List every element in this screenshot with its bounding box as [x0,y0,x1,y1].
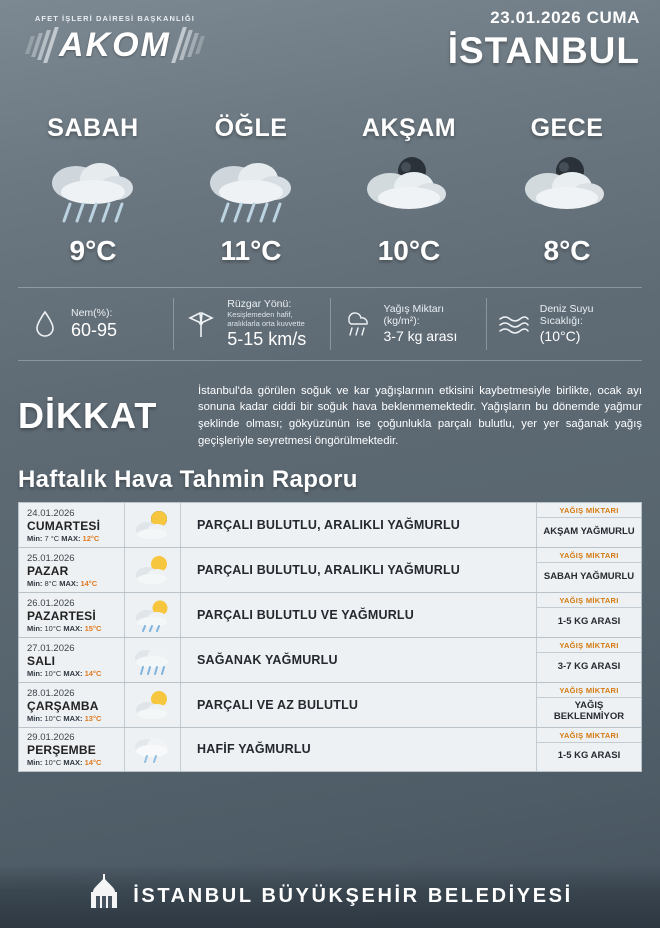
metric-humidity [18,298,174,350]
row-rain-cell [537,683,641,727]
min-label: Min: [27,623,43,633]
max-label: MAX: [63,623,83,633]
max-label: MAX: [61,533,81,543]
night-cloud-icon [488,147,646,231]
daypart-temp: 11°C [220,235,282,266]
rain-value: SABAH YAĞMURLU [543,570,635,582]
row-date: 29.01.2026 [27,732,75,744]
row-minmax [27,758,118,767]
metric-label: Nem(%): [71,307,113,319]
night-cloud-icon [330,147,488,231]
min-value: 7 °C [44,533,60,543]
rain-value: 3-7 KG ARASI [557,660,621,672]
metric-sub: Kesişlemeden hafif, aralıklarla orta kuvvette [227,310,305,329]
table-row [18,727,642,772]
metric-value: 3-7 kg arası [383,328,458,345]
weekly-forecast-table [18,502,642,772]
akom-logo-subtitle: AFET İŞLERİ DAİRESİ BAŞKANLIĞI [34,14,195,23]
logo-stripes-left-icon [28,27,53,63]
max-value: 15°C [84,623,102,633]
rain-value: 1-5 KG ARASI [557,615,621,627]
warning-section [18,377,642,450]
metric-sea-temp [487,298,642,350]
min-value: 8°C [44,578,58,588]
daypart-aksam [330,114,488,267]
row-day: CUMARTESİ [27,518,101,533]
row-date-cell [19,683,125,727]
metric-value: 5-15 km/s [227,329,307,350]
row-rain-cell [537,503,641,547]
rain-header: YAĞIŞ MİKTARI [537,638,641,653]
row-day: ÇARŞAMBA [27,698,99,713]
row-day: SALI [27,653,56,668]
metric-precipitation [331,298,487,350]
row-minmax [27,669,118,678]
sea-wave-icon [497,312,531,336]
rain-header: YAĞIŞ MİKTARI [537,548,641,563]
rain-cloud-icon [14,147,172,231]
max-value: 14°C [84,668,102,678]
footer [0,864,660,928]
metric-label: Rüzgar Yönü: [227,298,292,310]
max-value: 14°C [84,758,102,768]
dayparts-row [0,114,660,267]
daypart-temp: 8°C [543,235,591,266]
min-value: 10°C [44,668,62,678]
akom-logo-text [34,14,195,64]
footer-text: İSTANBUL BÜYÜKŞEHİR BELEDİYESİ [133,884,573,907]
metric-value: 60-95 [71,320,118,341]
max-label: MAX: [63,668,83,678]
rain-cloud-icon [172,147,330,231]
weekly-forecast-title: Haftalık Hava Tahmin Raporu [18,465,358,493]
rain-value: YAĞIŞ BEKLENMİYOR [553,700,625,723]
sun-cloud-icon [125,683,181,727]
rain-value: 1-5 KG ARASI [557,750,621,762]
metric-label: Deniz Suyu Sıcaklığı: [539,303,594,328]
row-minmax [27,714,118,723]
ibb-logo-icon [87,874,121,919]
precipitation-icon [341,309,375,339]
daypart-title: GECE [530,114,604,142]
header [0,0,660,100]
daypart-title: ÖĞLE [214,114,288,142]
min-value: 10°C [44,758,62,768]
table-row [18,502,642,547]
table-row [18,637,642,682]
warning-title: DİKKAT [18,394,158,436]
daypart-sabah [14,114,172,267]
wind-icon [184,309,218,339]
row-minmax [27,534,118,543]
min-label: Min: [27,668,43,678]
daypart-gece [488,114,646,267]
rain-value: AKŞAM YAĞMURLU [543,525,635,537]
row-day: PERŞEMBE [27,743,96,758]
row-date: 28.01.2026 [27,687,75,699]
row-date: 24.01.2026 [27,507,75,519]
row-day: PAZARTESİ [27,608,96,623]
min-label: Min: [27,578,43,588]
row-date-cell [19,638,125,682]
metrics-bar [18,287,642,361]
row-description: PARÇALI VE AZ BULUTLU [181,683,537,727]
daypart-title: SABAH [47,114,139,142]
min-label: Min: [27,533,43,543]
max-label: MAX: [63,758,83,768]
row-description: PARÇALI BULUTLU, ARALIKLI YAĞMURLU [181,548,537,592]
row-date: 27.01.2026 [27,642,75,654]
row-rain-cell [537,638,641,682]
warning-text: İstanbul'da görülen soğuk ve kar yağışlarının etkisini kaybetmesiyle birlikte, ocak ayı sonuna kadar ciddi bir soğuk hava beklenmemektedir. Yağışların bu dönemde yağmur şeklinde olması; gökyüzünün ise çoğunlukla parçalı bulutlu, yer yer sağanak yağış geçişleriyle seyretmesi öngörülmektedir. [198,384,642,447]
row-rain-cell [537,728,641,771]
metric-label: Yağış Miktarı (kg/m²): [383,303,444,328]
row-description: PARÇALI BULUTLU VE YAĞMURLU [181,593,537,637]
rain-header: YAĞIŞ MİKTARI [537,728,641,743]
light-rain-icon [125,728,181,771]
logo-stripes-right-icon [177,27,202,63]
row-date: 25.01.2026 [27,552,75,564]
rain-header: YAĞIŞ MİKTARI [537,683,641,698]
daypart-ogle [172,114,330,267]
max-value: 13°C [84,713,102,723]
row-rain-cell [537,593,641,637]
report-date: 23.01.2026 CUMA [490,8,640,27]
sun-cloud-rain-icon [125,593,181,637]
row-minmax [27,624,118,633]
daypart-temp: 10°C [377,235,441,266]
max-value: 12°C [82,533,100,543]
metric-wind [174,298,330,350]
min-label: Min: [27,758,43,768]
max-value: 14°C [80,578,98,588]
table-row [18,592,642,637]
rain-header: YAĞIŞ MİKTARI [537,593,641,608]
table-row [18,682,642,727]
sun-cloud-icon [125,548,181,592]
row-description: SAĞANAK YAĞMURLU [181,638,537,682]
row-day: PAZAR [27,563,69,578]
sun-cloud-icon [125,503,181,547]
row-date-cell [19,503,125,547]
row-minmax [27,579,118,588]
max-label: MAX: [63,713,83,723]
row-rain-cell [537,548,641,592]
min-value: 10°C [44,713,62,723]
table-row [18,547,642,592]
row-date: 26.01.2026 [27,597,75,609]
row-description: PARÇALI BULUTLU, ARALIKLI YAĞMURLU [181,503,537,547]
min-label: Min: [27,713,43,723]
rain-header: YAĞIŞ MİKTARI [537,503,641,518]
humidity-drop-icon [28,310,62,338]
row-date-cell [19,728,125,771]
city-name: İSTANBUL [447,30,640,71]
akom-logo [28,14,202,64]
header-right [448,8,640,72]
row-date-cell [19,593,125,637]
row-description: HAFİF YAĞMURLU [181,728,537,771]
min-value: 10°C [44,623,62,633]
daypart-title: AKŞAM [361,114,457,142]
row-date-cell [19,548,125,592]
akom-logo-title: AKOM [59,26,171,64]
max-label: MAX: [59,578,79,588]
daypart-temp: 9°C [69,235,117,266]
metric-value: (10°C) [539,328,581,345]
rain-cloud-icon [125,638,181,682]
